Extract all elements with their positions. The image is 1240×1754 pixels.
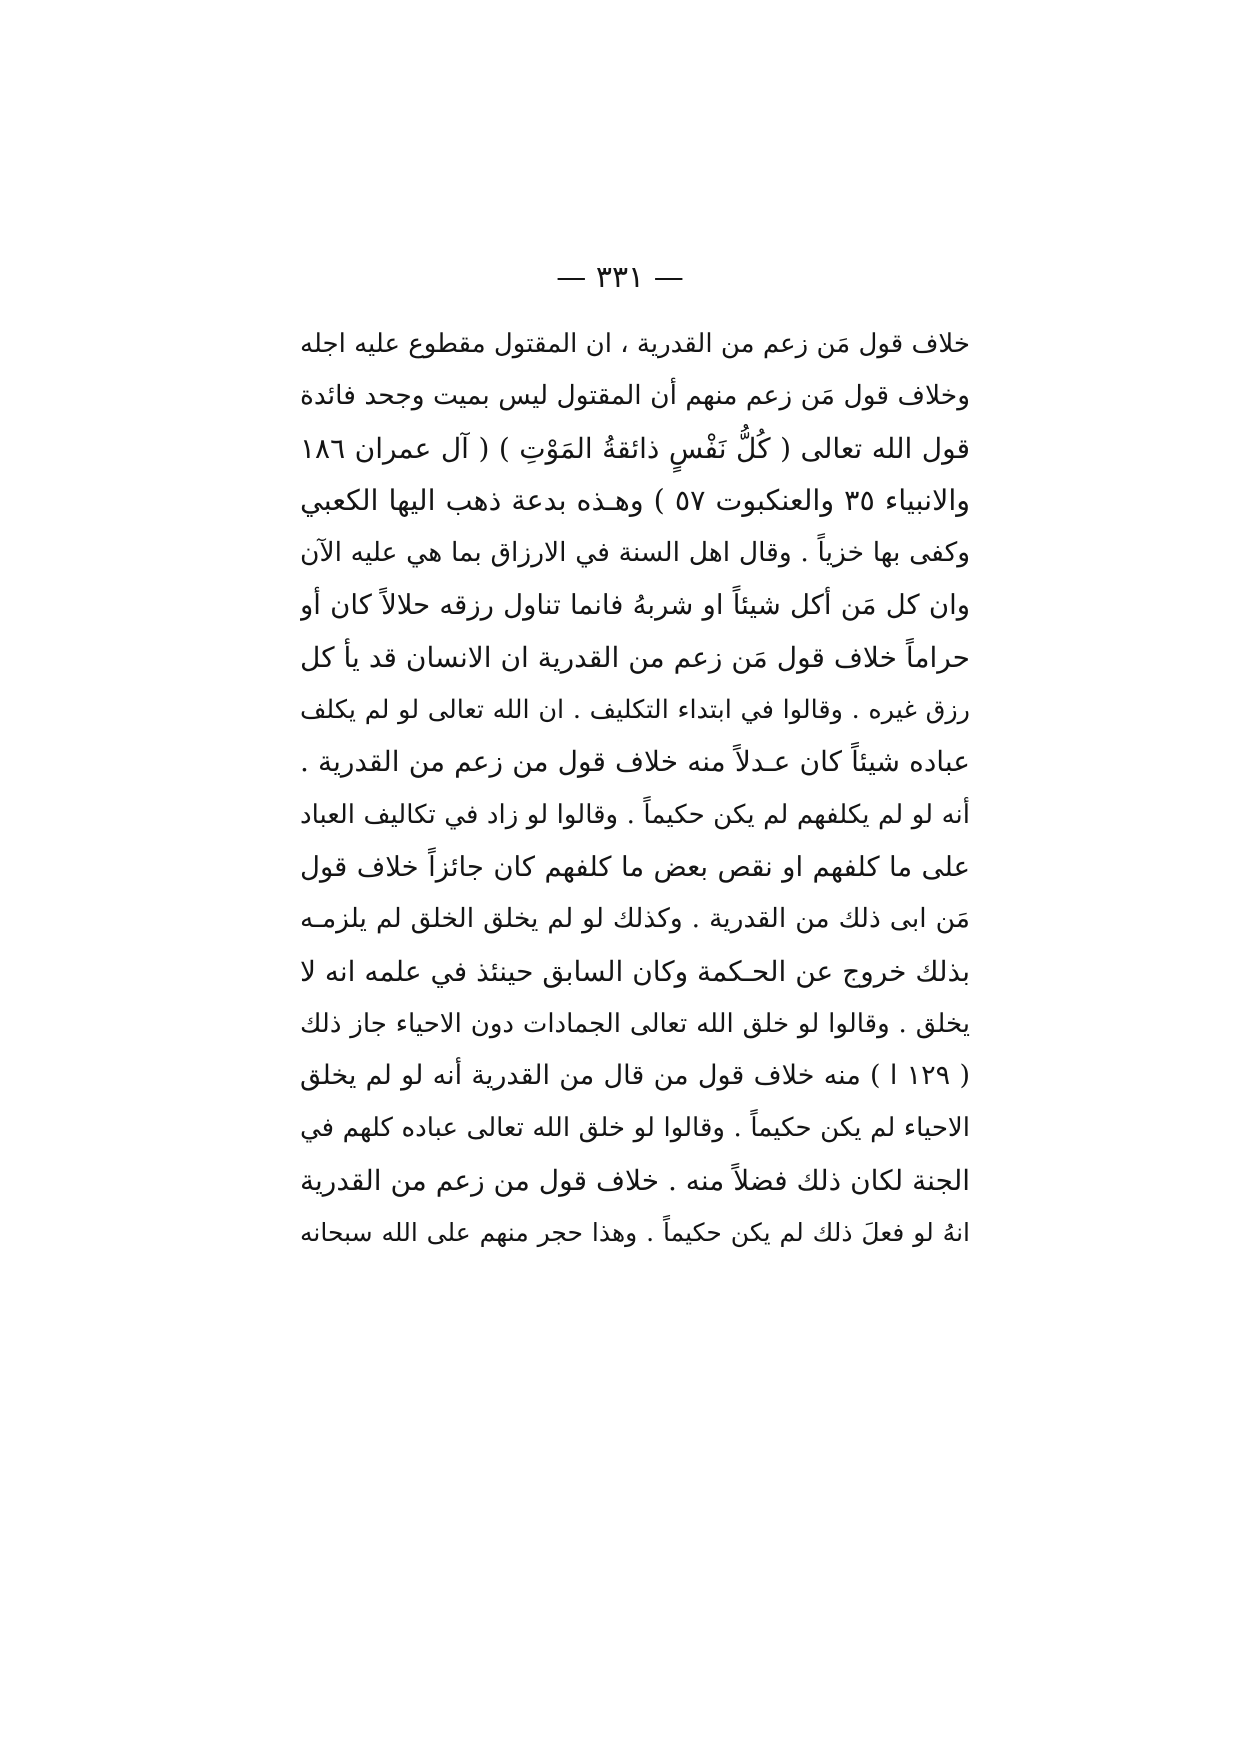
text-line: على ما كلفهم او نقص بعض ما كلفهم كان جائزاً خلاف قول xyxy=(300,850,970,883)
text-line: عباده شيئاً كان عـدلاً منه خلاف قول من زعم من القدرية . xyxy=(300,745,970,779)
text-line: أنه لو لم يكلفهم لم يكن حكيماً . وقالوا لو زاد في تكاليف العباد xyxy=(300,799,970,830)
text-line: حراماً خلاف قول مَن زعم من القدرية ان الانسان قد يأ كل xyxy=(300,640,970,674)
text-line: انهُ لو فعلَ ذلك لم يكن حكيماً . وهذا حجر منهم على الله سبحانه xyxy=(300,1218,970,1248)
text-line: ( ١٢٩ ا ) منه خلاف قول من قال من القدرية أنه لو لم يخلق xyxy=(300,1060,970,1092)
text-line: رزق غيره . وقالوا في ابتداء التكليف . ان الله تعالى لو لم يكلف xyxy=(300,695,970,726)
page-number: — ٣٣١ — xyxy=(556,260,684,295)
text-line: والانبياء ٣٥ والعنكبوت ٥٧ ) وهـذه بدعة ذهب اليها الكعبي xyxy=(300,483,970,517)
text-line: خلاف قول مَن زعم من القدرية ، ان المقتول مقطوع عليه اجله xyxy=(300,329,970,359)
text-line: وان كل مَن أكل شيئاً او شربهُ فانما تناول رزقه حلالاً كان أو xyxy=(300,589,970,622)
text-line: وخلاف قول مَن زعم منهم أن المقتول ليس بميت وجحد فائدة xyxy=(300,380,970,412)
text-line: الجنة لكان ذلك فضلاً منه . خلاف قول من زعم من القدرية xyxy=(300,1163,970,1197)
text-line: بذلك خروج عن الحـكمة وكان السابق حينئذ في علمه انه لا xyxy=(300,954,970,988)
body-text xyxy=(300,318,970,1259)
text-line: قول الله تعالى ( كُلُّ نَفْسٍ ذائقةُ المَوْتِ ) ( آل عمران ١٨٦ xyxy=(300,431,970,465)
text-line: مَن ابى ذلك من القدرية . وكذلك لو لم يخلق الخلق لم يلزمـه xyxy=(300,903,970,935)
text-line: وكفى بها خزياً . وقال اهل السنة في الارزاق بما هي عليه الآن xyxy=(300,537,970,569)
text-line: يخلق . وقالوا لو خلق الله تعالى الجمادات دون الاحياء جاز ذلك xyxy=(300,1008,970,1039)
text-line: الاحياء لم يكن حكيماً . وقالوا لو خلق الله تعالى عباده كلهم في xyxy=(300,1113,970,1144)
